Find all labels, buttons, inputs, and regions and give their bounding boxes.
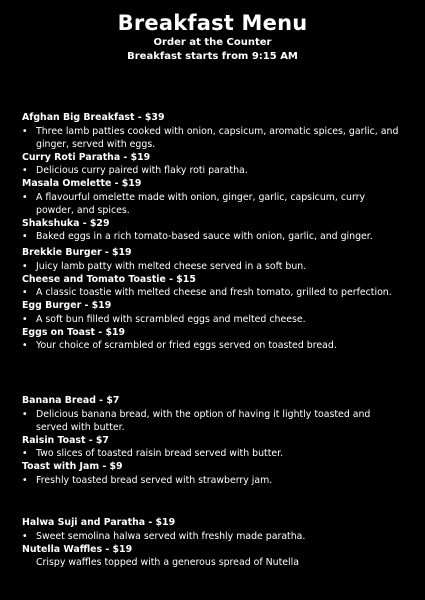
item-description [22,447,402,460]
page-title: Breakfast Menu [117,11,308,35]
menu-section-breads [22,394,402,487]
menu-item [22,273,402,300]
menu-item [22,516,402,543]
breakfast-start-time: Breakfast starts from 9:15 AM [127,51,298,62]
bullet-icon: • [22,125,28,137]
item-description-text: Crispy waffles topped with a generous spread of Nutella [36,557,299,568]
bullet-icon: • [22,340,28,351]
bullet-icon: • [22,191,28,203]
menu-item [22,299,402,326]
item-description-text: Sweet semolina halwa served with freshly made paratha. [36,530,306,542]
item-description [22,191,402,217]
item-name: Banana Bread - $7 [22,395,120,406]
menu-item [22,151,402,178]
bullet-icon: • [22,313,28,325]
item-name: Afghan Big Breakfast - $39 [22,112,165,123]
bullet-icon: • [22,231,28,242]
item-name: Toast with Jam - $9 [22,461,123,472]
bullet-icon: • [22,530,28,542]
item-description [22,230,402,243]
item-name: Brekkie Burger - $19 [22,247,132,258]
item-name: Shakshuka - $29 [22,217,110,229]
item-description-text: Delicious banana bread, with the option of having it lightly toasted and served with butter. [36,408,371,433]
menu-item [22,326,402,353]
item-description [22,408,402,434]
item-description-text: A classic toastie with melted cheese and fresh tomato, grilled to perfection. [36,287,392,298]
item-name: Eggs on Toast - $19 [22,326,126,338]
menu-section-sweets [22,516,402,569]
item-description-text: A flavourful omelette made with onion, ginger, garlic, capsicum, curry powder, and spices. [36,191,366,216]
bullet-icon: • [22,474,28,486]
menu-item [22,460,402,487]
item-name: Nutella Waffles - $19 [22,543,133,555]
item-description-text: Three lamb patties cooked with onion, capsicum, aromatic spices, garlic, and ginger, served with eggs. [36,125,399,150]
bullet-icon: • [22,448,28,459]
item-description-text: Your choice of scrambled or fried eggs served on toasted bread. [36,340,337,351]
item-description [22,474,402,487]
menu-item [22,434,402,461]
menu-header [0,0,425,64]
item-description [22,125,402,151]
item-description [22,339,402,352]
item-description-text: Delicious curry paired with flaky roti paratha. [36,165,248,176]
menu-item [22,246,402,273]
item-description-text: Baked eggs in a rich tomato-based sauce with onion, garlic, and ginger. [36,231,373,242]
menu-item [22,177,402,217]
bullet-icon: • [22,408,28,420]
menu-item [22,217,402,244]
item-description-text: A soft bun filled with scrambled eggs and melted cheese. [36,313,306,325]
item-description-text: Juicy lamb patty with melted cheese served in a soft bun. [36,260,307,272]
item-description [22,164,402,177]
item-description-text: Two slices of toasted raisin bread served with butter. [36,448,284,459]
menu-item [22,543,402,570]
menu-item [22,111,402,151]
item-name: Egg Burger - $19 [22,300,112,311]
menu-section-burgers [22,246,402,352]
bullet-icon: • [22,165,28,176]
item-description [22,313,402,326]
menu-section-mains [22,111,402,243]
order-instruction: Order at the Counter [153,37,272,48]
item-name: Curry Roti Paratha - $19 [22,151,151,163]
item-description [22,556,402,569]
bullet-icon: • [22,260,28,272]
item-description [22,260,402,273]
item-name: Raisin Toast - $7 [22,434,109,446]
bullet-icon: • [22,287,28,298]
menu-item [22,394,402,434]
item-name: Halwa Suji and Paratha - $19 [22,517,176,528]
item-description [22,530,402,543]
item-description [22,286,402,299]
item-description-text: Freshly toasted bread served with strawberry jam. [36,474,273,486]
item-name: Masala Omelette - $19 [22,178,142,189]
item-name: Cheese and Tomato Toastie - $15 [22,273,196,285]
